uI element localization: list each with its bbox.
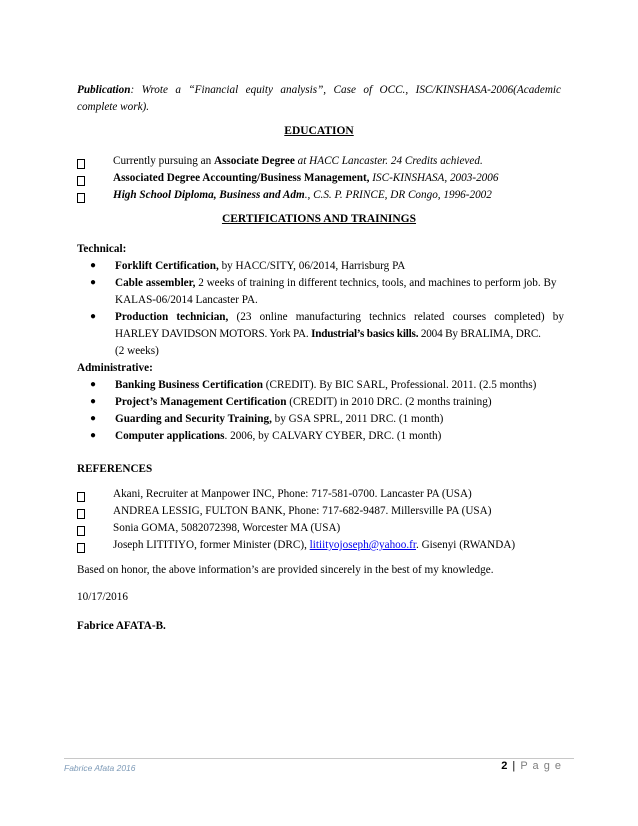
footer-divider — [64, 758, 574, 759]
list-item: ● Forklift Certification, by HACC/SITY, 06/2014, Harrisburg PA — [90, 260, 406, 272]
publication-paragraph — [77, 82, 561, 116]
checkbox-icon — [77, 526, 85, 536]
education-item: Associated Degree Accounting/Business Management, ISC-KINSHASA, 2003-2006 — [0, 172, 638, 189]
checkbox-icon — [77, 509, 85, 519]
page-number: 2 | P a g e — [501, 760, 562, 772]
bullet-icon: ● — [90, 277, 97, 288]
publication-label: Publication — [77, 84, 131, 96]
certifications-heading: CERTIFICATIONS AND TRAININGS — [221, 213, 417, 225]
reference-item: Joseph LITITIYO, former Minister (DRC), litiityojoseph@yahoo.fr. Gisenyi (RWANDA) — [0, 539, 638, 556]
checkbox-icon — [77, 176, 85, 186]
signature: Fabrice AFATA-B. — [77, 620, 166, 632]
list-item: ● Computer applications. 2006, by CALVARY CYBER, DRC. (1 month) — [90, 430, 442, 442]
publication-line2: complete work). — [77, 101, 150, 113]
list-item: ● Guarding and Security Training, by GSA SPRL, 2011 DRC. (1 month) — [90, 413, 444, 425]
footer-author: Fabrice Afata 2016 — [64, 763, 136, 773]
reference-item: Sonia GOMA, 5082072398, Worcester MA (USA) — [0, 522, 638, 539]
list-item: ● Production technician, (23 online manufacturing technics related courses completed) by — [90, 311, 564, 323]
list-item: ● Banking Business Certification (CREDIT). By BIC SARL, Professional. 2011. (2.5 months) — [90, 379, 537, 391]
list-item-continuation: HARLEY DAVIDSON MOTORS. York PA. Industrial’s basics kills. 2004 By BRALIMA, DRC. — [115, 328, 541, 340]
reference-item: Akani, Recruiter at Manpower INC, Phone: 717-581-0700. Lancaster PA (USA) — [0, 488, 638, 505]
list-item: ● Project’s Management Certification (CREDIT) in 2010 DRC. (2 months training) — [90, 396, 492, 408]
date: 10/17/2016 — [77, 591, 128, 603]
checkbox-icon — [77, 193, 85, 203]
honor-statement: Based on honor, the above information’s are provided sincerely in the best of my knowledge. — [77, 564, 494, 576]
checkbox-icon — [77, 492, 85, 502]
list-item: ● Cable assembler, 2 weeks of training in different technics, tools, and machines to perform job. By — [90, 277, 557, 289]
education-heading: EDUCATION — [284, 125, 354, 137]
administrative-label: Administrative: — [77, 362, 153, 374]
education-item: Currently pursuing an Associate Degree at HACC Lancaster. 24 Credits achieved. — [0, 155, 638, 172]
checkbox-icon — [77, 543, 85, 553]
checkbox-icon — [77, 159, 85, 169]
publication-line1: Publication: Wrote a “Financial equity analysis”, Case of OCC., ISC/KINSHASA-2006(Academic — [77, 84, 561, 96]
bullet-icon: ● — [90, 430, 97, 441]
bullet-icon: ● — [90, 311, 97, 322]
bullet-icon: ● — [90, 396, 97, 407]
bullet-icon: ● — [90, 260, 97, 271]
list-item-continuation: KALAS-06/2014 Lancaster PA. — [115, 294, 258, 306]
education-item: High School Diploma, Business and Adm., C.S. P. PRINCE, DR Congo, 1996-2002 — [0, 189, 638, 206]
technical-label: Technical: — [77, 243, 127, 255]
bullet-icon: ● — [90, 413, 97, 424]
list-item-continuation: (2 weeks) — [115, 345, 159, 357]
references-heading: REFERENCES — [77, 463, 153, 475]
reference-item: ANDREA LESSIG, FULTON BANK, Phone: 717-682-9487. Millersville PA (USA) — [0, 505, 638, 522]
bullet-icon: ● — [90, 379, 97, 390]
email-link[interactable]: litiityojoseph@yahoo.fr — [309, 539, 416, 551]
